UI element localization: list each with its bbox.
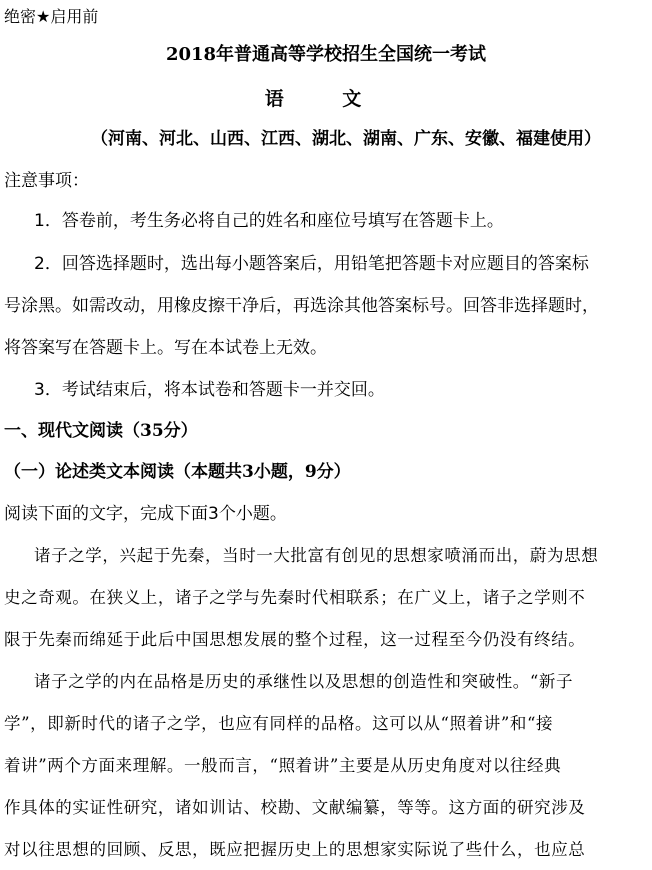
subject-title: 语 文 xyxy=(264,88,388,110)
passage-para1-line-1: 诸子之学，兴起于先秦，当时一大批富有创见的思想家喷涌而出，蔚为思想 xyxy=(34,546,599,565)
notice-item-2-line-2: 号涂黑。如需改动，用橡皮擦干净后，再选涂其他答案标号。回答非选择题时， xyxy=(4,296,599,316)
notice-item-3: 3．考试结束后，将本试卷和答题卡一并交回。 xyxy=(34,380,385,400)
provinces-note: （河南、河北、山西、江西、湖北、湖南、广东、安徽、福建使用） xyxy=(91,129,601,149)
notice-heading: 注意事项： xyxy=(4,171,89,191)
reading-instruction: 阅读下面的文字，完成下面3个小题。 xyxy=(4,504,287,524)
passage-para2-line-1: 诸子之学的内在品格是历史的承继性以及思想的创造性和突破性。“新子 xyxy=(34,672,574,691)
notice-item-1: 1．答卷前，考生务必将自己的姓名和座位号填写在答题卡上。 xyxy=(34,211,504,231)
passage-para1-line-3: 限于先秦而绵延于此后中国思想发展的整个过程，这一过程至今仍没有终结。 xyxy=(4,630,586,649)
subsection-heading: （一）论述类文本阅读（本题共3小题，9分） xyxy=(4,462,351,482)
notice-item-2-line-3: 将答案写在答题卡上。写在本试卷上无效。 xyxy=(4,338,327,358)
passage-para2-line-2: 学”，即新时代的诸子之学，也应有同样的品格。这可以从“照着讲”和“接 xyxy=(4,714,554,733)
section-heading: 一、现代文阅读（35分） xyxy=(4,421,198,441)
passage-para2-line-4: 作具体的实证性研究，诸如训诂、校勘、文献编纂，等等。这方面的研究涉及 xyxy=(4,798,586,817)
passage-para2-line-5: 对以往思想的回顾、反思，既应把握历史上的思想家实际说了些什么，也应总 xyxy=(4,840,586,859)
passage-para1-line-2: 史之奇观。在狭义上，诸子之学与先秦时代相联系；在广义上，诸子之学则不 xyxy=(4,588,586,607)
passage-para2-line-3: 着讲”两个方面来理解。一般而言，“照着讲”主要是从历史角度对以往经典 xyxy=(4,756,562,775)
exam-title: 2018年普通高等学校招生全国统一考试 xyxy=(165,44,487,65)
secret-mark: 绝密★启用前 xyxy=(4,7,99,26)
notice-item-2-line-1: 2．回答选择题时，选出每小题答案后，用铅笔把答题卡对应题目的答案标 xyxy=(34,254,589,274)
